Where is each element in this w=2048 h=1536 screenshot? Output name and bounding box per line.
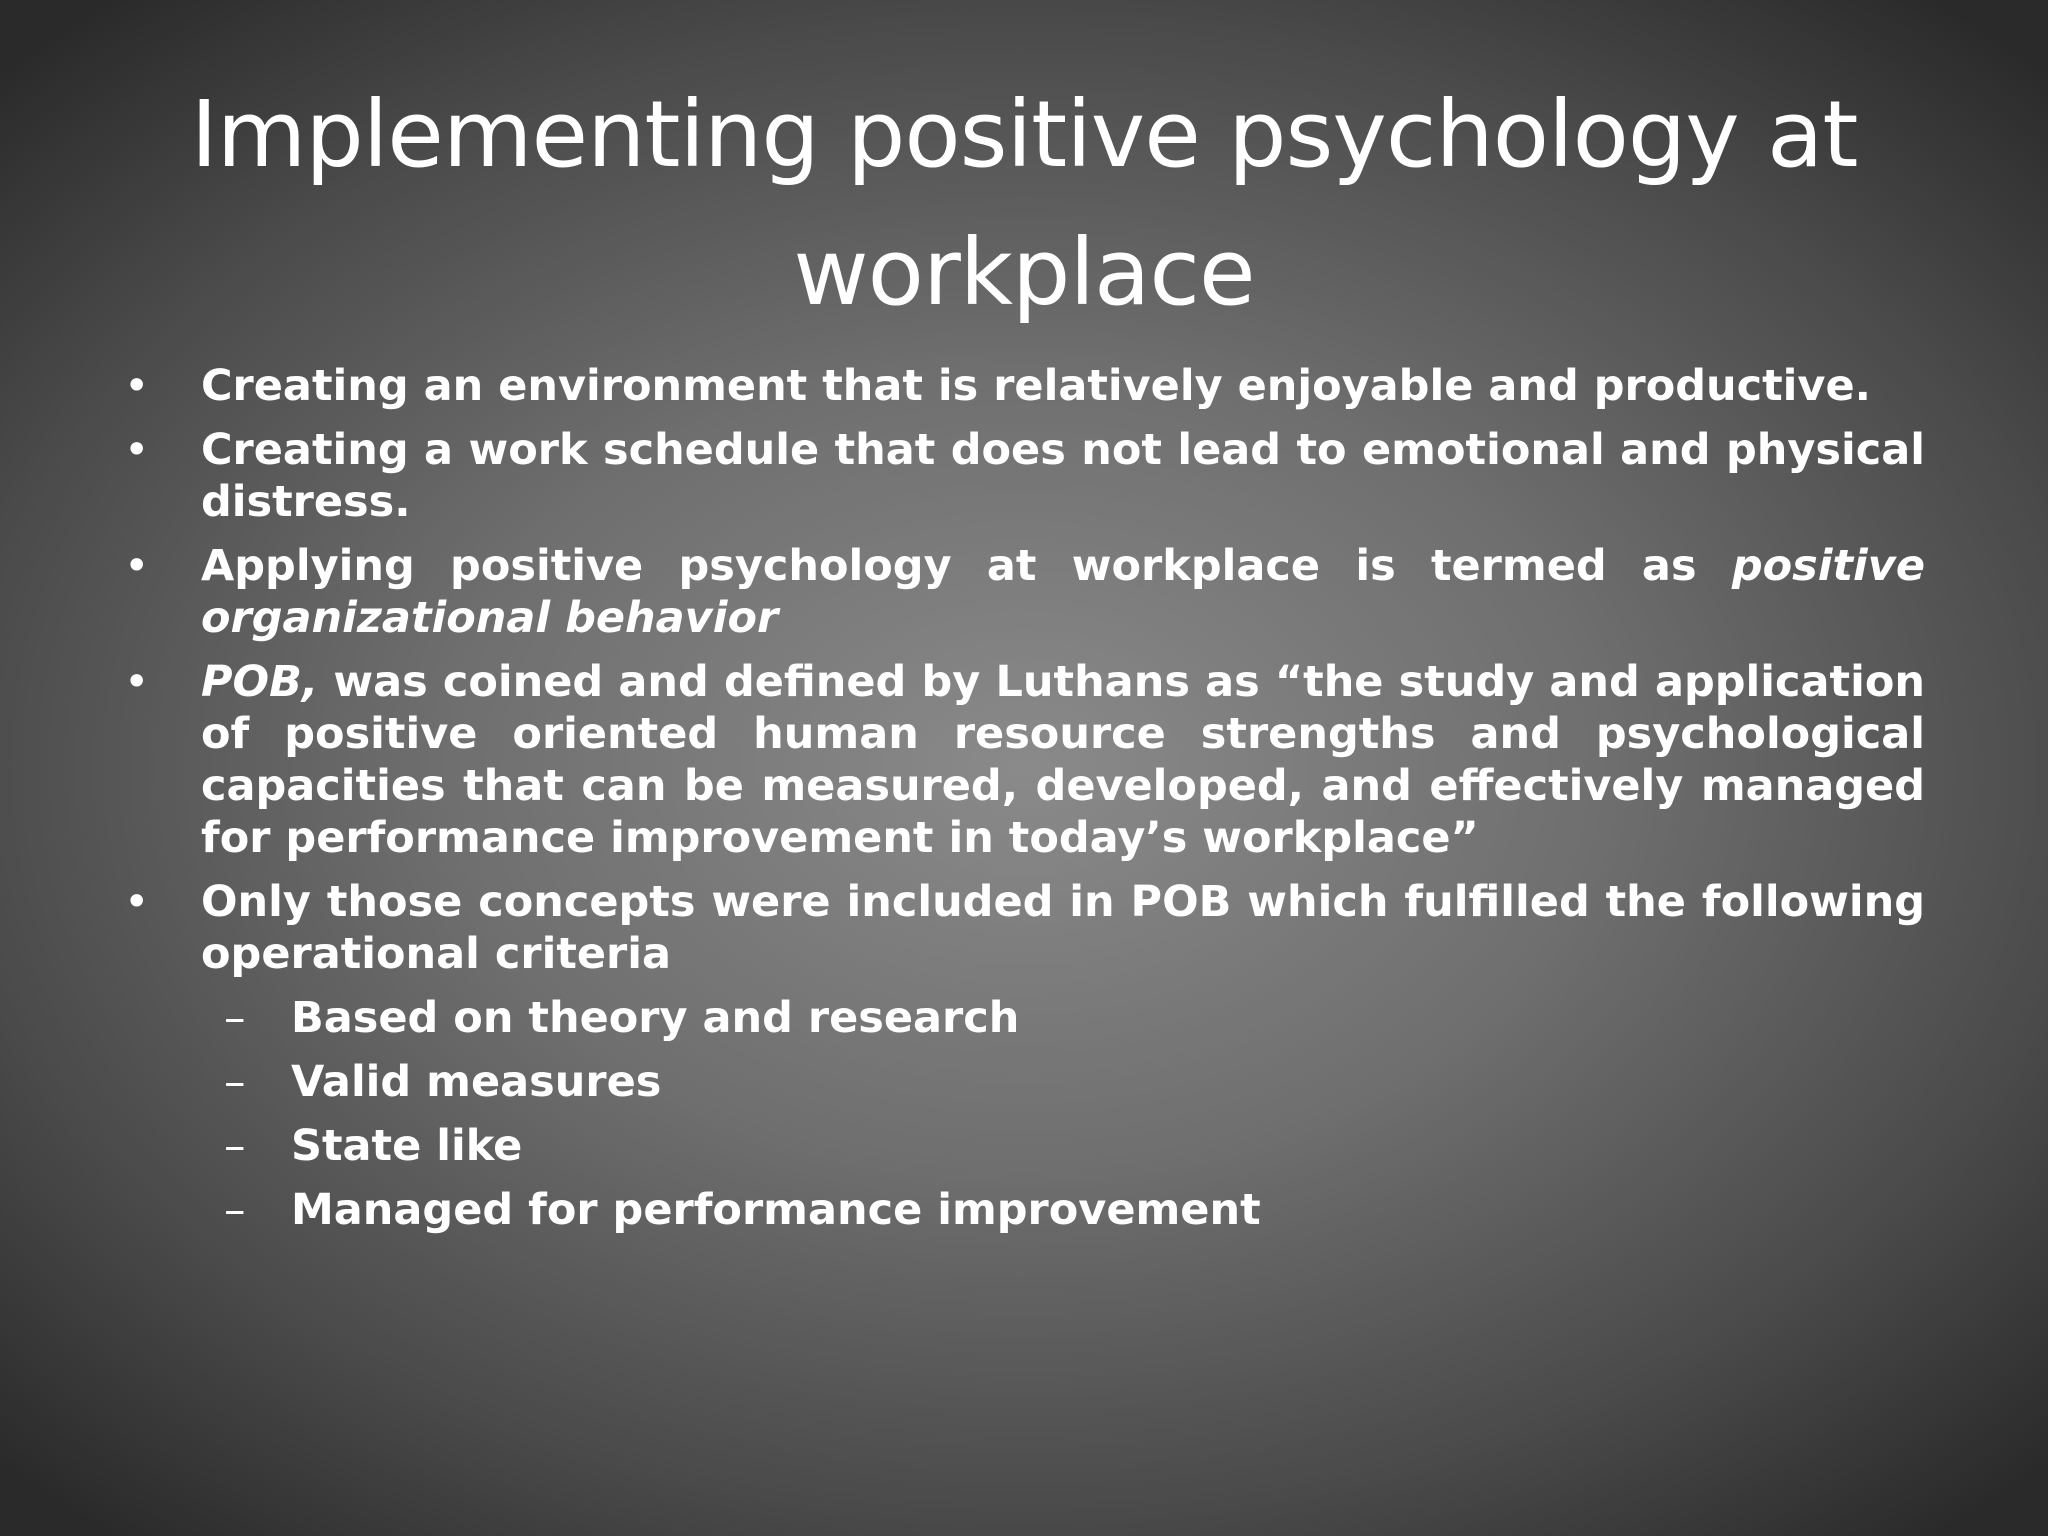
- bullet-marker: •: [124, 657, 150, 707]
- sub-bullet-item: [120, 1056, 1925, 1108]
- bullet-text: Creating an environment that is relatively enjoyable and productive.: [201, 361, 1871, 411]
- sub-bullet-marker: –: [224, 1121, 246, 1171]
- sub-bullet-text: Based on theory and research: [291, 993, 1020, 1043]
- bullet-text: Creating a work schedule that does not lead to emotional and physical distress.: [201, 425, 1925, 527]
- bullet-marker: •: [124, 425, 150, 475]
- bullet-item: [120, 876, 1925, 980]
- bullet-list: [120, 360, 1925, 980]
- bullet-italic-term: positive organizational behavior: [201, 541, 1925, 643]
- bullet-item: [120, 360, 1925, 412]
- sub-bullet-item: [120, 992, 1925, 1044]
- sub-bullet-marker: –: [224, 1185, 246, 1235]
- sub-bullet-marker: –: [224, 993, 246, 1043]
- bullet-marker: •: [124, 361, 150, 411]
- sub-bullet-text: Valid measures: [291, 1057, 662, 1107]
- sub-bullet-text: Managed for performance improvement: [291, 1185, 1261, 1235]
- bullet-text: Only those concepts were included in POB which fulfilled the following operational criteria: [201, 877, 1925, 979]
- bullet-item: [120, 540, 1925, 644]
- bullet-italic-term: POB,: [201, 657, 319, 707]
- bullet-text: was coined and defined by Luthans as “the study and application of positive oriented human resource strengths and psychological capacities that can be measured, developed, and effectively managed for performance improvement in today’s workplace”: [201, 657, 1925, 863]
- bullet-item: [120, 424, 1925, 528]
- sub-bullet-marker: –: [224, 1057, 246, 1107]
- slide-body: [120, 360, 1925, 1248]
- sub-bullet-item: [120, 1184, 1925, 1236]
- sub-bullet-item: [120, 1120, 1925, 1172]
- slide-title: Implementing positive psychology at workplace: [190, 81, 1858, 326]
- bullet-marker: •: [124, 541, 150, 591]
- bullet-text: Applying positive psychology at workplace is termed as: [201, 541, 1732, 591]
- sub-bullet-list: [120, 992, 1925, 1236]
- sub-bullet-text: State like: [291, 1121, 523, 1171]
- bullet-marker: •: [124, 877, 150, 927]
- bullet-item: [120, 656, 1925, 864]
